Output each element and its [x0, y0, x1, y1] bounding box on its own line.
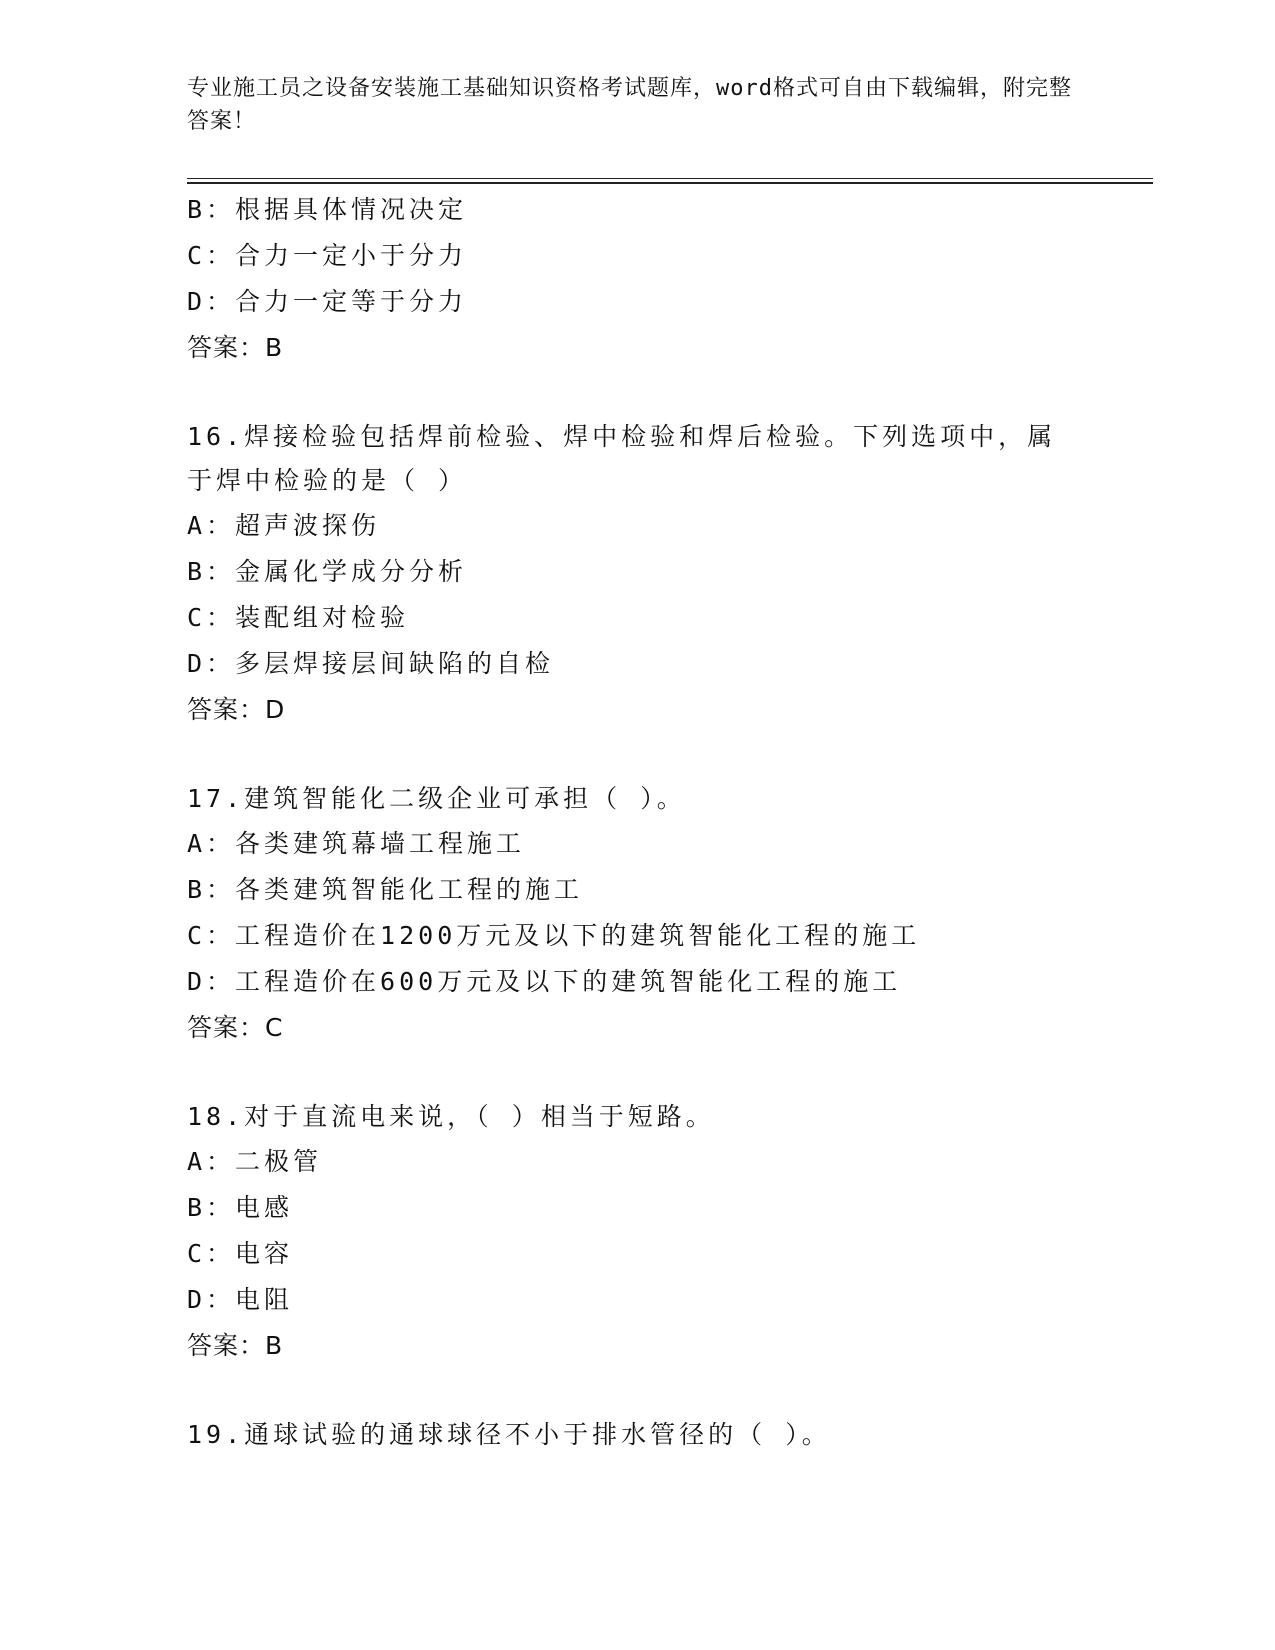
- header-divider-thick: [187, 182, 1153, 184]
- question-18: [187, 1095, 1087, 1369]
- question-text: 16.焊接检验包括焊前检验、焊中检验和焊后检验。下列选项中，属于焊中检验的是（ ）: [187, 422, 1057, 495]
- question-16: [187, 415, 1087, 733]
- option-c: C：电容: [187, 1239, 294, 1268]
- option-d: D：工程造价在600万元及以下的建筑智能化工程的施工: [187, 967, 902, 996]
- option-b: B：金属化学成分分析: [187, 557, 468, 586]
- question-19: [187, 1413, 1087, 1457]
- answer-line: 答案：B: [187, 1331, 284, 1360]
- option-d: D：合力一定等于分力: [187, 287, 468, 316]
- question-17: [187, 777, 1087, 1051]
- answer-line: 答案：C: [187, 1013, 284, 1042]
- question-text: 18.对于直流电来说，（ ）相当于短路。: [187, 1102, 715, 1131]
- header-divider-thin: [187, 178, 1153, 179]
- spacer: [187, 1051, 1087, 1095]
- question-15-continued: [187, 187, 1087, 371]
- question-list: [187, 187, 1087, 1457]
- option-c: C：装配组对检验: [187, 603, 410, 632]
- option-c: C：合力一定小于分力: [187, 241, 468, 270]
- option-b: B：根据具体情况决定: [187, 195, 468, 224]
- option-a: A：超声波探伤: [187, 511, 381, 540]
- option-a: A：二极管: [187, 1147, 323, 1176]
- spacer: [187, 371, 1087, 415]
- option-a: A：各类建筑幕墙工程施工: [187, 829, 526, 858]
- option-d: D：电阻: [187, 1285, 294, 1314]
- option-b: B：电感: [187, 1193, 294, 1222]
- spacer: [187, 733, 1087, 777]
- option-c: C：工程造价在1200万元及以下的建筑智能化工程的施工: [187, 921, 921, 950]
- question-text: 17.建筑智能化二级企业可承担（ ）。: [187, 784, 686, 813]
- page-title: 专业施工员之设备安装施工基础知识资格考试题库，word格式可自由下载编辑，附完整答案！: [187, 76, 1072, 134]
- option-d: D：多层焊接层间缺陷的自检: [187, 649, 555, 678]
- answer-line: 答案：B: [187, 333, 284, 362]
- question-text: 19.通球试验的通球球径不小于排水管径的（ ）。: [187, 1420, 831, 1449]
- spacer: [187, 1369, 1087, 1413]
- option-b: B：各类建筑智能化工程的施工: [187, 875, 584, 904]
- answer-line: 答案：D: [187, 695, 286, 724]
